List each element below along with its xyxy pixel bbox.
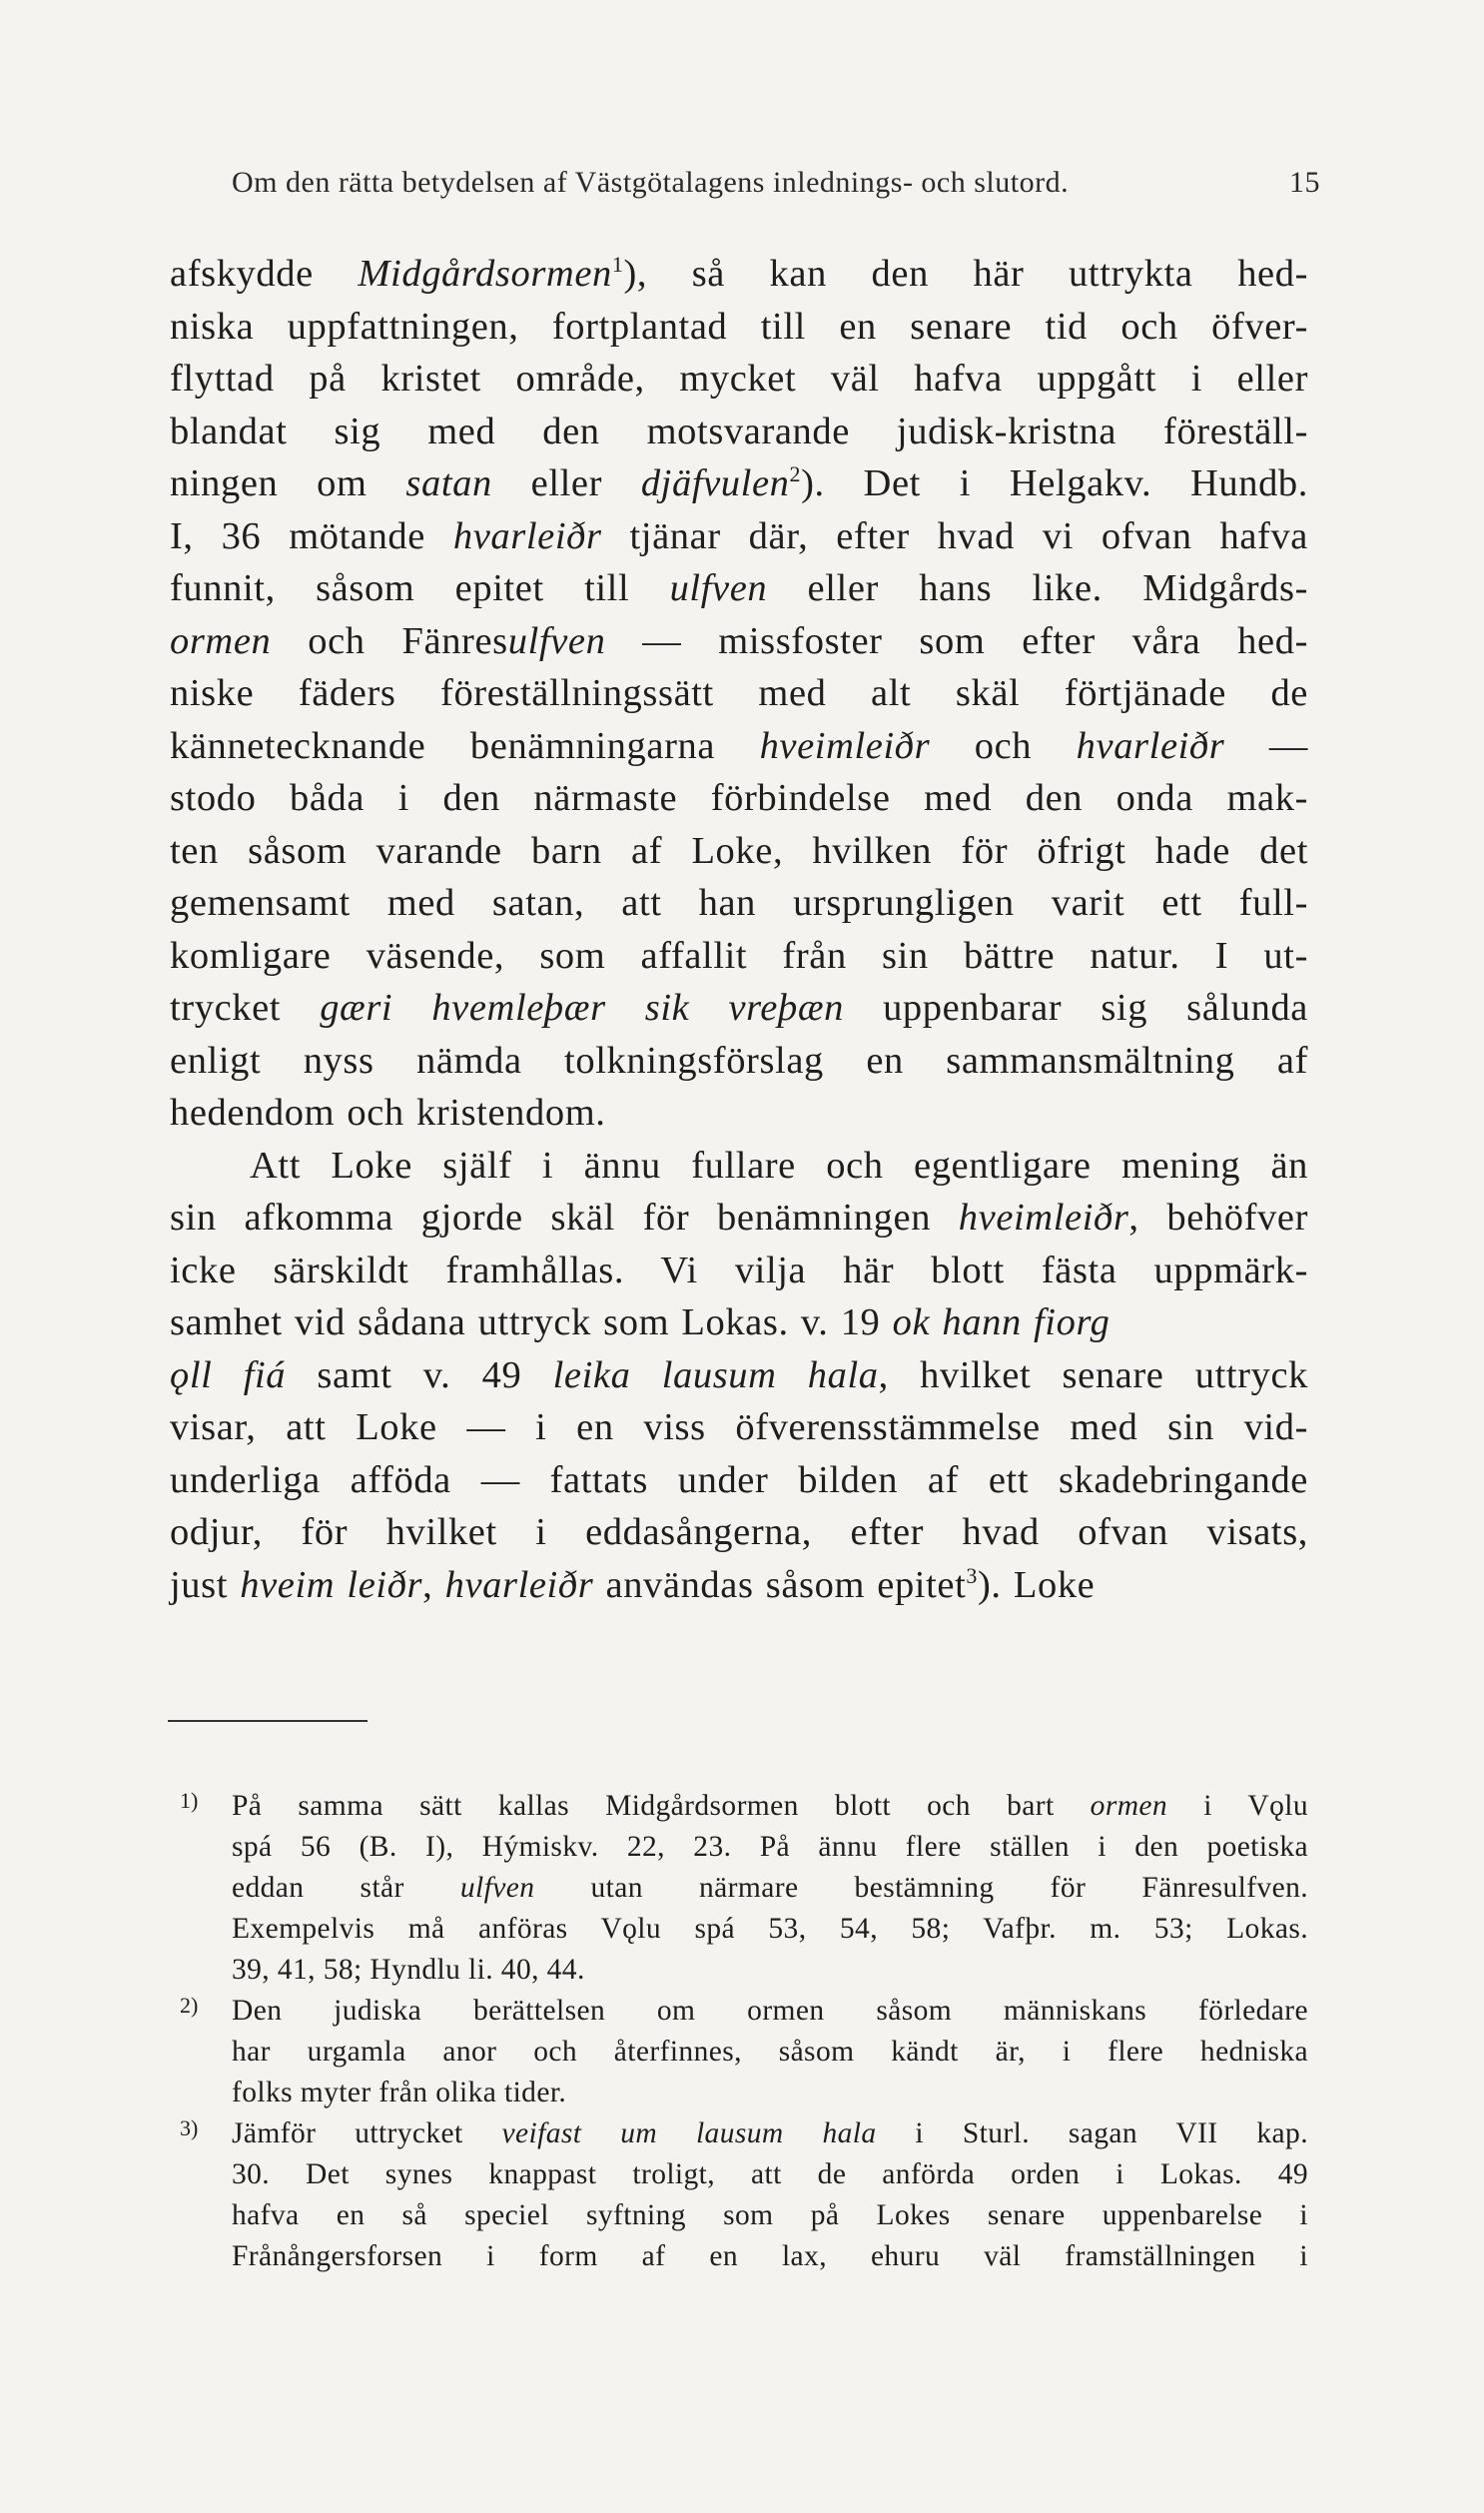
footnote-line: 39, 41, 58; Hyndlu li. 40, 44.: [232, 1954, 585, 1986]
footnotes: [170, 1786, 1308, 2277]
text-line: ormen och Fänresulfven — missfoster som efter våra hed-: [170, 619, 1308, 662]
footnote-line: 30. Det synes knappast troligt, att de anförda orden i Lokas. 49: [232, 2158, 1308, 2190]
text-line: visar, att Loke — i en viss öfverensstämmelse med sin vid-: [170, 1406, 1308, 1448]
text-line: enligt nyss nämda tolkningsförslag en sammansmältning af: [170, 1039, 1308, 1082]
footnote-line: Exempelvis må anföras Vǫlu spá 53, 54, 58; Vafþr. m. 53; Lokas.: [232, 1913, 1308, 1945]
italic-term: veifast um lausum hala: [501, 2117, 877, 2149]
italic-term: hvarleiðr: [444, 1563, 594, 1606]
text-line: ningen om satan eller djäfvulen$^2$). Det i Helgakv. Hundb.: [170, 461, 1309, 504]
text-line: flyttad på kristet område, mycket väl hafva uppgått i eller: [170, 358, 1308, 400]
italic-term: leika lausum hala: [552, 1353, 879, 1396]
italic-term: hveim leiðr: [240, 1563, 423, 1606]
footnote: [170, 2113, 1308, 2277]
italic-term: ok hann fiorg: [892, 1301, 1111, 1343]
footnote-line: Frånångersforsen i form af en lax, ehuru väl framställningen i: [232, 2240, 1308, 2272]
text-line: funnit, såsom epitet till ulfven eller hans like. Midgårds-: [170, 567, 1308, 609]
running-title: Om den rätta betydelsen af Västgötalagens inlednings- och slutord.: [232, 166, 1070, 199]
footnote-mark: 1): [180, 1788, 199, 1813]
italic-term: Midgårdsormen: [358, 253, 612, 295]
italic-term: ormen: [170, 619, 272, 662]
text-line: gemensamt med satan, att han ursprungligen varit ett full-: [170, 882, 1308, 924]
text-line: niska uppfattningen, fortplantad till en senare tid och öfver-: [170, 305, 1308, 348]
footnote-line: spá 56 (B. I), Hýmiskv. 22, 23. På ännu flere ställen i den poetiska: [232, 1831, 1308, 1863]
footnote-line: hafva en så speciel syftning som på Lokes senare uppenbarelse i: [232, 2199, 1308, 2231]
text-line: underliga afföda — fattats under bilden af ett skadebringande: [170, 1458, 1308, 1501]
text-line: kännetecknande benämningarna hveimleiðr och hvarleiðr —: [170, 724, 1308, 767]
text-line: komligare väsende, som affallit från sin bättre natur. I ut-: [170, 934, 1308, 977]
text-line: stodo båda i den närmaste förbindelse med den onda mak-: [170, 777, 1308, 819]
footnote-ref: 3: [966, 1562, 978, 1588]
italic-term: ulfven: [459, 1872, 535, 1904]
footnote-line: Den judiska berättelsen om ormen såsom människans förledare: [232, 1995, 1308, 2027]
footnote-line: Jämför uttrycket veifast um lausum hala i Sturl. sagan VII kap.: [232, 2117, 1308, 2149]
text-line: samhet vid sådana uttryck som Lokas. v. 19 ok hann fiorg: [170, 1301, 1111, 1343]
text-line: niske fäders föreställningssätt med alt skäl förtjänade de: [170, 672, 1308, 714]
italic-term: ulfven: [507, 619, 606, 662]
text-line: ten såsom varande barn af Loke, hvilken för öfrigt hade det: [170, 829, 1308, 872]
text-line: sin afkomma gjorde skäl för benämningen hveimleiðr, behöfver: [170, 1197, 1308, 1239]
footnote-mark: 2): [180, 1993, 199, 2018]
page-number: 15: [1289, 166, 1320, 199]
text-line: hedendom och kristendom.: [170, 1092, 606, 1134]
footnote: [170, 1991, 1308, 2113]
text-line: afskydde Midgårdsormen$^1$), så kan den här uttrykta hed-: [170, 252, 1308, 295]
text-line: Att Loke själf i ännu fullare och egentligare mening än: [250, 1144, 1308, 1187]
italic-term: satan: [405, 462, 492, 504]
italic-term: djäfvulen: [640, 462, 790, 504]
text-line: blandat sig med den motsvarande judisk-kristna föreställ-: [170, 410, 1308, 452]
footnote-rule: [168, 1720, 368, 1722]
text-line: odjur, för hvilket i eddasångerna, efter hvad ofvan visats,: [170, 1511, 1308, 1553]
text-line: ǫll fiá samt v. 49 leika lausum hala, hvilket senare uttryck: [170, 1353, 1308, 1396]
italic-term: ulfven: [669, 567, 768, 609]
footnote: [170, 1786, 1308, 1991]
text-line: just hveim leiðr, hvarleiðr användas såsom epitet$^3$). Loke: [170, 1562, 1096, 1606]
italic-term: hvarleiðr: [1076, 724, 1225, 767]
italic-term: hvarleiðr: [452, 514, 602, 557]
footnote-line: har urgamla anor och återfinnes, såsom kändt är, i flere hedniska: [232, 2036, 1308, 2068]
footnote-line: folks myter från olika tider.: [232, 2077, 567, 2108]
italic-term: ormen: [1090, 1790, 1168, 1822]
italic-term: hveimleiðr: [759, 724, 931, 767]
footnote-ref: 2: [789, 461, 802, 487]
text-line: trycket gæri hvemleþær sik vreþæn uppenbarar sig sålunda: [170, 987, 1308, 1029]
footnote-ref: 1: [611, 252, 624, 278]
body-text: [170, 248, 1308, 1611]
footnote-line: På samma sätt kallas Midgårdsormen blott och bart ormen i Vǫlu: [232, 1790, 1308, 1822]
footnote-line: eddan står ulfven utan närmare bestämning för Fänresulfven.: [232, 1872, 1308, 1904]
italic-term: gæri hvemleþær sik vreþæn: [320, 987, 844, 1029]
footnote-mark: 3): [180, 2115, 199, 2140]
italic-term: hveimleiðr: [958, 1197, 1129, 1239]
running-header: [232, 166, 1320, 200]
italic-term: ǫll fiá: [170, 1353, 287, 1396]
text-line: icke särskildt framhållas. Vi vilja här blott fästa uppmärk-: [170, 1249, 1308, 1291]
text-line: I, 36 mötande hvarleiðr tjänar där, efter hvad vi ofvan hafva: [170, 514, 1308, 557]
